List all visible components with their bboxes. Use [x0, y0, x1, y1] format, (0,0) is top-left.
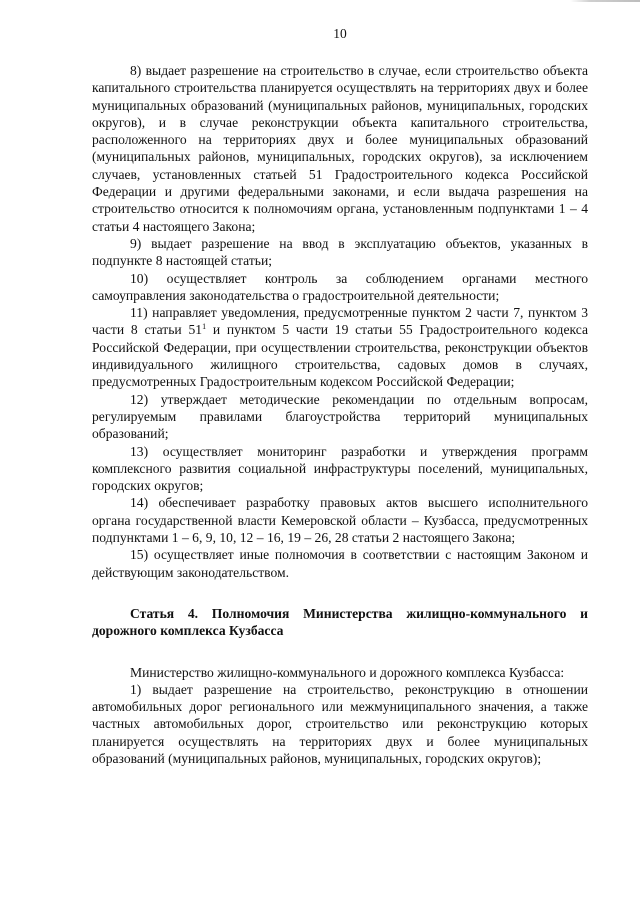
list-item-10: 10) осуществляет контроль за соблюдением органами местного самоуправления законодательства о градостроительной деятельности;	[92, 270, 588, 303]
page-number: 10	[333, 26, 347, 41]
article-heading: Статья 4. Полномочия Министерства жилищно-коммунального и дорожного комплекса Кузбасса	[92, 605, 588, 639]
list-item-11-text-before: 11) направляет уведомления, предусмотренные пунктом 2 части 7, пунктом 3 части 8 статьи 51	[92, 305, 588, 338]
article-intro: Министерство жилищно-коммунального и дорожного комплекса Кузбасса:	[130, 664, 565, 680]
list-item-11	[92, 304, 588, 390]
list-item-15: 15) осуществляет иные полномочия в соответствии с настоящим Законом и действующим законодательством.	[92, 547, 588, 580]
article-item-1: 1) выдает разрешение на строительство, реконструкцию в отношении автомобильных дорог регионального или межмуниципального значения, а также частных автомобильных дорог, строительство или реконструкцию которых планируется осуществлять на территориях двух и более муниципальных образований (муниципальных районов, муниципальных, городских округов);	[92, 681, 588, 766]
article-superscript: 1	[202, 322, 207, 332]
list-item-8: 8) выдает разрешение на строительство в случае, если строительство объекта капитального строительства планируется осуществлять на территориях двух и более муниципальных образований (муниципальных районов, муниципальных, городских округов), и в случае реконструкции объекта капитального строительства, расположенного на территориях двух и более муниципальных образований (муниципальных районов, муниципальных, городских округов), за исключением случаев, установленных статьей 51 Градостроительного кодекса Российской Федерации и другими федеральными законами, и если выдача разрешения на строительство относится к полномочиям органа, установленным подпунктами 1 – 4 статьи 4 настоящего Закона;	[92, 63, 588, 234]
list-item-14: 14) обеспечивает разработку правовых актов высшего исполнительного органа государственной власти Кемеровской области – Кузбасса, предусмотренных подпунктами 1 – 6, 9, 10, 12 – 16, 19 – 26, 28 статьи 2 настоящего Закона;	[92, 495, 588, 546]
list-item-9: 9) выдает разрешение на ввод в эксплуатацию объектов, указанных в подпункте 8 настоящей статьи;	[92, 235, 588, 269]
document-page	[92, 26, 588, 767]
scan-corner-mark	[570, 0, 640, 2]
list-item-12: 12) утверждает методические рекомендации по отдельным вопросам, регулируемым правилами благоустройства территорий муниципальных образований;	[92, 391, 588, 442]
list-item-13: 13) осуществляет мониторинг разработки и утверждения программ комплексного развития социальной инфраструктуры поселений, муниципальных, городских округов;	[92, 443, 588, 494]
list-item-11-text-after: и пунктом 5 части 19 статьи 55 Градостроительного кодекса Российской Федерации, при осуществлении строительства, реконструкции объектов индивидуального жилищного строительства, садовых домов в случаях, предусмотренных Градостроительным кодексом Российской Федерации;	[92, 322, 588, 390]
